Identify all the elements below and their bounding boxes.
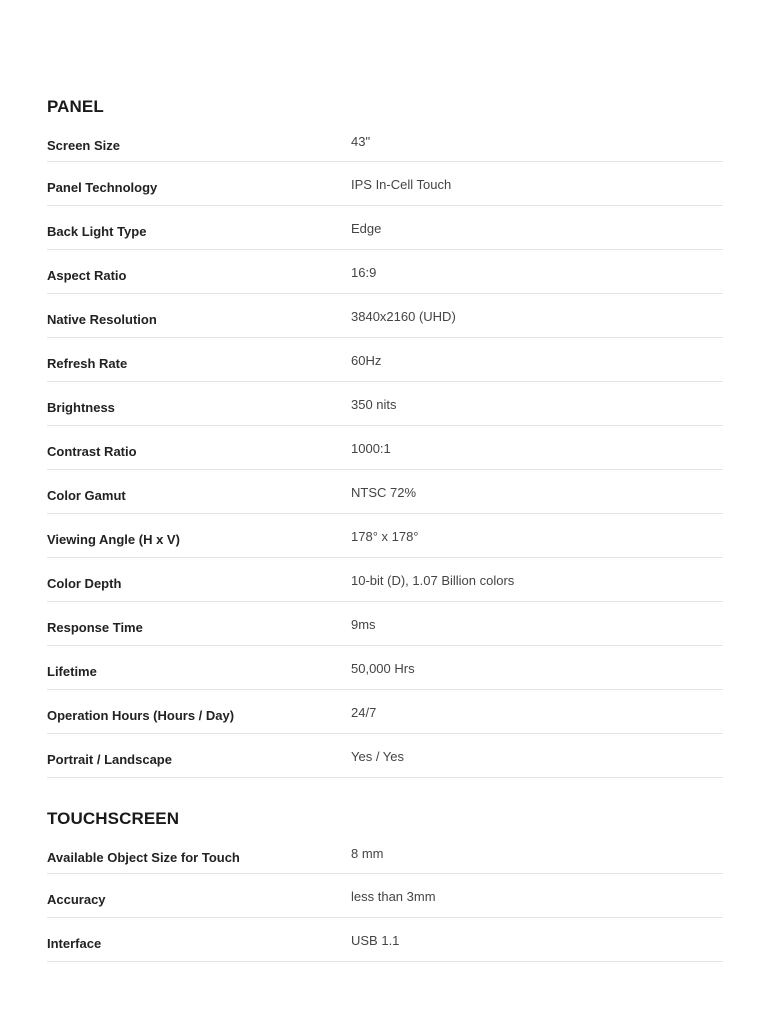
spec-value: 43": [351, 134, 371, 149]
spec-value: 24/7: [351, 704, 377, 720]
spec-value: 3840x2160 (UHD): [351, 308, 456, 324]
spec-value: 50,000 Hrs: [351, 660, 415, 676]
spec-value: IPS In-Cell Touch: [351, 176, 452, 192]
spec-value: 16:9: [351, 264, 377, 280]
spec-label: Contrast Ratio: [47, 443, 137, 459]
spec-label: Panel Technology: [47, 179, 158, 195]
spec-label: Response Time: [47, 619, 143, 635]
spec-value: Yes / Yes: [351, 748, 405, 764]
spec-label: Refresh Rate: [47, 355, 128, 371]
spec-row: [47, 734, 723, 778]
spec-value: Edge: [351, 220, 382, 236]
spec-value: less than 3mm: [351, 888, 436, 904]
spec-label: Operation Hours (Hours / Day): [47, 707, 235, 723]
spec-row: [47, 470, 723, 514]
spec-row: [47, 294, 723, 338]
spec-row: [47, 206, 723, 250]
spec-value: 9ms: [351, 616, 376, 632]
spec-section-panel: [47, 95, 723, 778]
spec-value: 350 nits: [351, 396, 397, 412]
spec-section-touchscreen: [47, 807, 723, 962]
spec-row: [47, 874, 723, 918]
spec-row: [47, 602, 723, 646]
spec-value: USB 1.1: [351, 932, 400, 948]
spec-row: [47, 162, 723, 206]
spec-row: [47, 119, 723, 162]
spec-row: [47, 426, 723, 470]
spec-value: NTSC 72%: [351, 484, 417, 500]
spec-list: [47, 831, 723, 962]
spec-value: 8 mm: [351, 846, 384, 861]
spec-row: [47, 338, 723, 382]
spec-label: Portrait / Landscape: [47, 751, 172, 767]
spec-row: [47, 831, 723, 874]
spec-row: [47, 646, 723, 690]
spec-label: Interface: [47, 935, 102, 951]
spec-label: Back Light Type: [47, 223, 147, 239]
spec-value: 60Hz: [351, 352, 382, 368]
spec-row: [47, 250, 723, 294]
spec-value: 1000:1: [351, 440, 391, 456]
spec-label: Native Resolution: [47, 311, 157, 327]
spec-label: Viewing Angle (H x V): [47, 531, 180, 547]
spec-value: 10-bit (D), 1.07 Billion colors: [351, 572, 515, 588]
spec-row: [47, 382, 723, 426]
spec-label: Color Depth: [47, 575, 122, 591]
spec-row: [47, 514, 723, 558]
spec-label: Lifetime: [47, 663, 97, 679]
spec-sheet: [47, 0, 723, 962]
spec-label: Aspect Ratio: [47, 267, 127, 283]
spec-label: Color Gamut: [47, 487, 126, 503]
section-title: TOUCHSCREEN: [47, 809, 180, 828]
spec-label: Available Object Size for Touch: [47, 850, 240, 865]
spec-label: Brightness: [47, 399, 115, 415]
spec-row: [47, 558, 723, 602]
spec-label: Screen Size: [47, 138, 120, 153]
spec-row: [47, 918, 723, 962]
spec-label: Accuracy: [47, 891, 106, 907]
section-title: PANEL: [47, 97, 104, 116]
spec-list: [47, 119, 723, 778]
spec-value: 178° x 178°: [351, 528, 419, 544]
spec-row: [47, 690, 723, 734]
